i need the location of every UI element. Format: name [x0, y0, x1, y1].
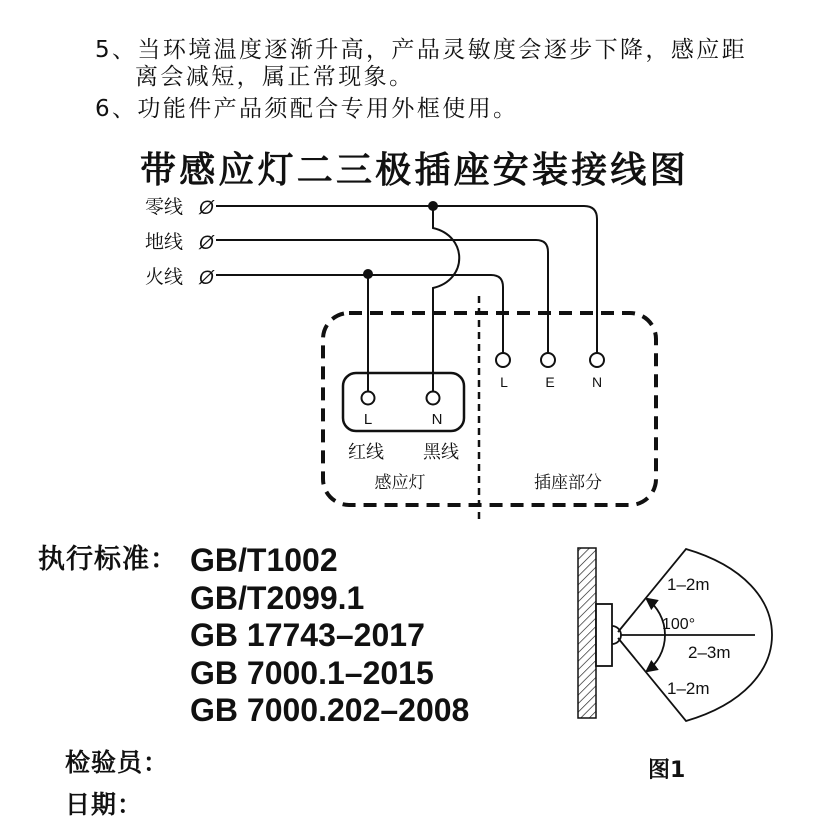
live-terminal-icon: Ø [199, 268, 214, 289]
live-wire-label: 火线 [145, 266, 184, 288]
lamp-terminal-block [343, 373, 464, 431]
wall-hatch [578, 548, 596, 718]
standard-item: GB 17743–2017 [190, 617, 425, 653]
standards-list [190, 542, 469, 730]
note-5-line-2: 离会减短，属正常现象。 [135, 64, 415, 90]
socket-terminal-e-label: E [545, 374, 555, 390]
socket-terminal-e [541, 353, 555, 367]
socket-section-label: 插座部分 [534, 473, 602, 493]
wiring-diagram-title: 带感应灯二三极插座安装接线图 [140, 150, 689, 191]
socket-terminal-l [496, 353, 510, 367]
range-center-label: 2–3m [688, 643, 731, 662]
socket-terminal-n-label: N [591, 374, 603, 390]
standard-item: GB/T1002 [190, 542, 338, 578]
standard-item: GB/T2099.1 [190, 579, 365, 616]
standards-label: 执行标准： [38, 544, 178, 575]
lamp-terminal-n [427, 392, 440, 405]
neutral-junction-dot [428, 201, 438, 211]
sensor-body [596, 604, 612, 666]
lamp-terminal-n-label: N [431, 411, 443, 428]
lamp-terminal-l-label: L [363, 411, 373, 428]
neutral-wire [216, 206, 597, 353]
sensor-lamp-section-label: 感应灯 [374, 473, 426, 493]
standard-item: GB 7000.1–2015 [190, 654, 434, 691]
device-enclosure-outline [323, 313, 656, 505]
inspector-label: 检验员： [65, 748, 170, 777]
lamp-terminal-l [362, 392, 375, 405]
black-wire-label: 黑线 [423, 442, 459, 463]
earth-terminal-icon: Ø [199, 233, 214, 254]
note-5-line-1: 5、当环境温度逐渐升高，产品灵敏度会逐步下降，感应距 [95, 37, 748, 63]
figure-caption: 图1 [648, 758, 686, 783]
socket-terminal-l-label: L [500, 374, 508, 390]
note-6-line-1: 6、功能件产品须配合专用外框使用。 [95, 96, 519, 122]
earth-wire-label: 地线 [145, 231, 184, 253]
live-junction-dot [363, 269, 373, 279]
neutral-terminal-icon: Ø [199, 198, 214, 219]
range-upper-label: 1–2m [667, 575, 710, 594]
earth-wire [216, 240, 548, 353]
range-lower-label: 1–2m [667, 679, 710, 698]
wiring-diagram [145, 196, 656, 522]
standard-item: GB 7000.202–2008 [190, 692, 470, 728]
socket-terminal-n [590, 353, 604, 367]
lamp-neutral-wire [433, 206, 459, 392]
red-wire-label: 红线 [348, 442, 384, 463]
sensor-detection-figure [578, 548, 772, 783]
date-label: 日期： [65, 790, 144, 819]
angle-label: 100° [662, 616, 696, 633]
neutral-wire-label: 零线 [145, 196, 184, 218]
